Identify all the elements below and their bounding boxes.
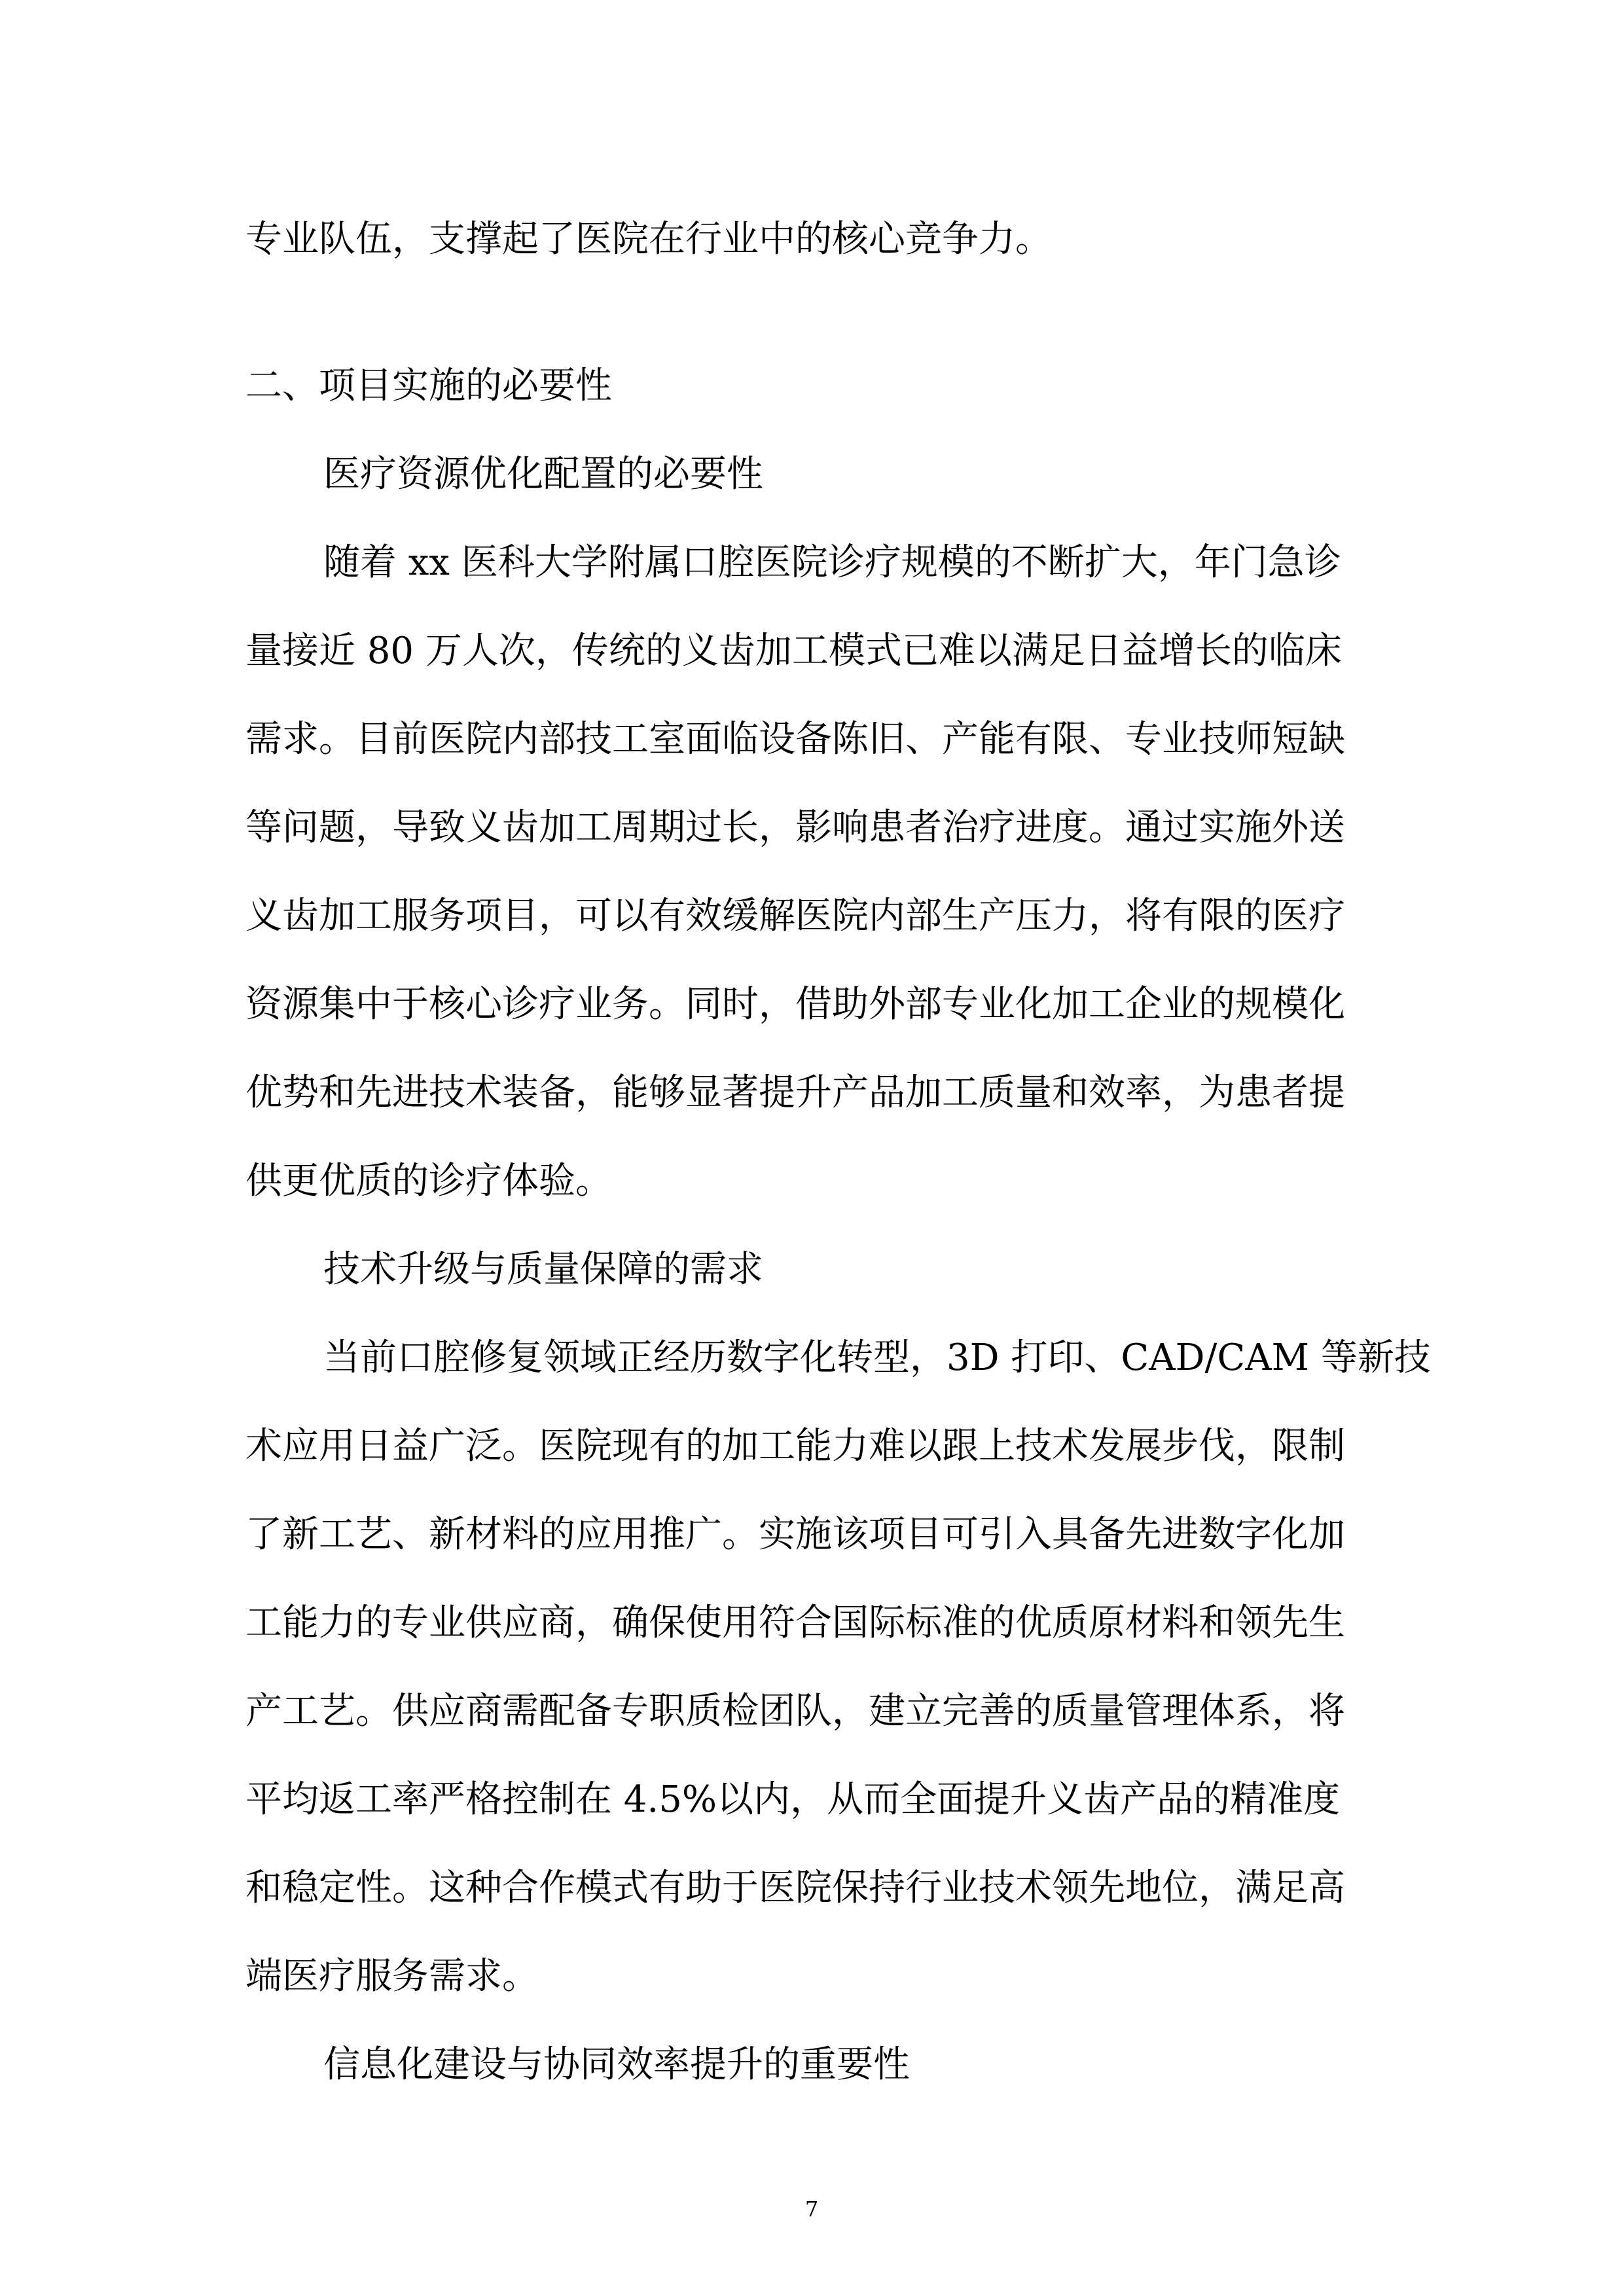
paragraph-line: 当前口腔修复领域正经历数字化转型，3D 打印、CAD/CAM 等新技 [323,1336,1431,1379]
paragraph-line: 平均返工率严格控制在 4.5%以内，从而全面提升义齿产品的精准度 [245,1778,1341,1821]
paragraph-line: 供更优质的诊疗体验。 [245,1160,612,1202]
paragraph-line: 等问题，导致义齿加工周期过长，影响患者治疗进度。通过实施外送 [245,806,1345,849]
paragraph-line: 端医疗服务需求。 [245,1955,539,1998]
paragraph-line-continuation: 专业队伍，支撑起了医院在行业中的核心竞争力。 [245,218,1052,260]
section-heading-necessity: 二、项目实施的必要性 [245,365,612,407]
paragraph-line: 了新工艺、新材料的应用推广。实施该项目可引入具备先进数字化加 [245,1513,1345,1556]
paragraph-line: 和稳定性。这种合作模式有助于医院保持行业技术领先地位，满足高 [245,1867,1345,1909]
paragraph-line: 术应用日益广泛。医院现有的加工能力难以跟上技术发展步伐，限制 [245,1425,1345,1467]
subheading-resource-allocation: 医疗资源优化配置的必要性 [323,453,763,495]
paragraph-line: 产工艺。供应商需配备专职质检团队，建立完善的质量管理体系，将 [245,1690,1345,1732]
subheading-technology-upgrade: 技术升级与质量保障的需求 [323,1248,763,1291]
paragraph-line: 优势和先进技术装备，能够显著提升产品加工质量和效率，为患者提 [245,1071,1345,1114]
paragraph-line: 需求。目前医院内部技工室面临设备陈旧、产能有限、专业技师短缺 [245,718,1345,761]
subheading-information-construction: 信息化建设与协同效率提升的重要性 [323,2043,910,2086]
paragraph-line: 量接近 80 万人次，传统的义齿加工模式已难以满足日益增长的临床 [245,630,1342,672]
paragraph-line: 工能力的专业供应商，确保使用符合国际标准的优质原材料和领先生 [245,1602,1345,1644]
paragraph-line: 义齿加工服务项目，可以有效缓解医院内部生产压力，将有限的医疗 [245,895,1345,937]
paragraph-line: 随着 xx 医科大学附属口腔医院诊疗规模的不断扩大，年门急诊 [323,541,1341,584]
page-number: 7 [804,2197,819,2221]
paragraph-line: 资源集中于核心诊疗业务。同时，借助外部专业化加工企业的规模化 [245,983,1345,1026]
